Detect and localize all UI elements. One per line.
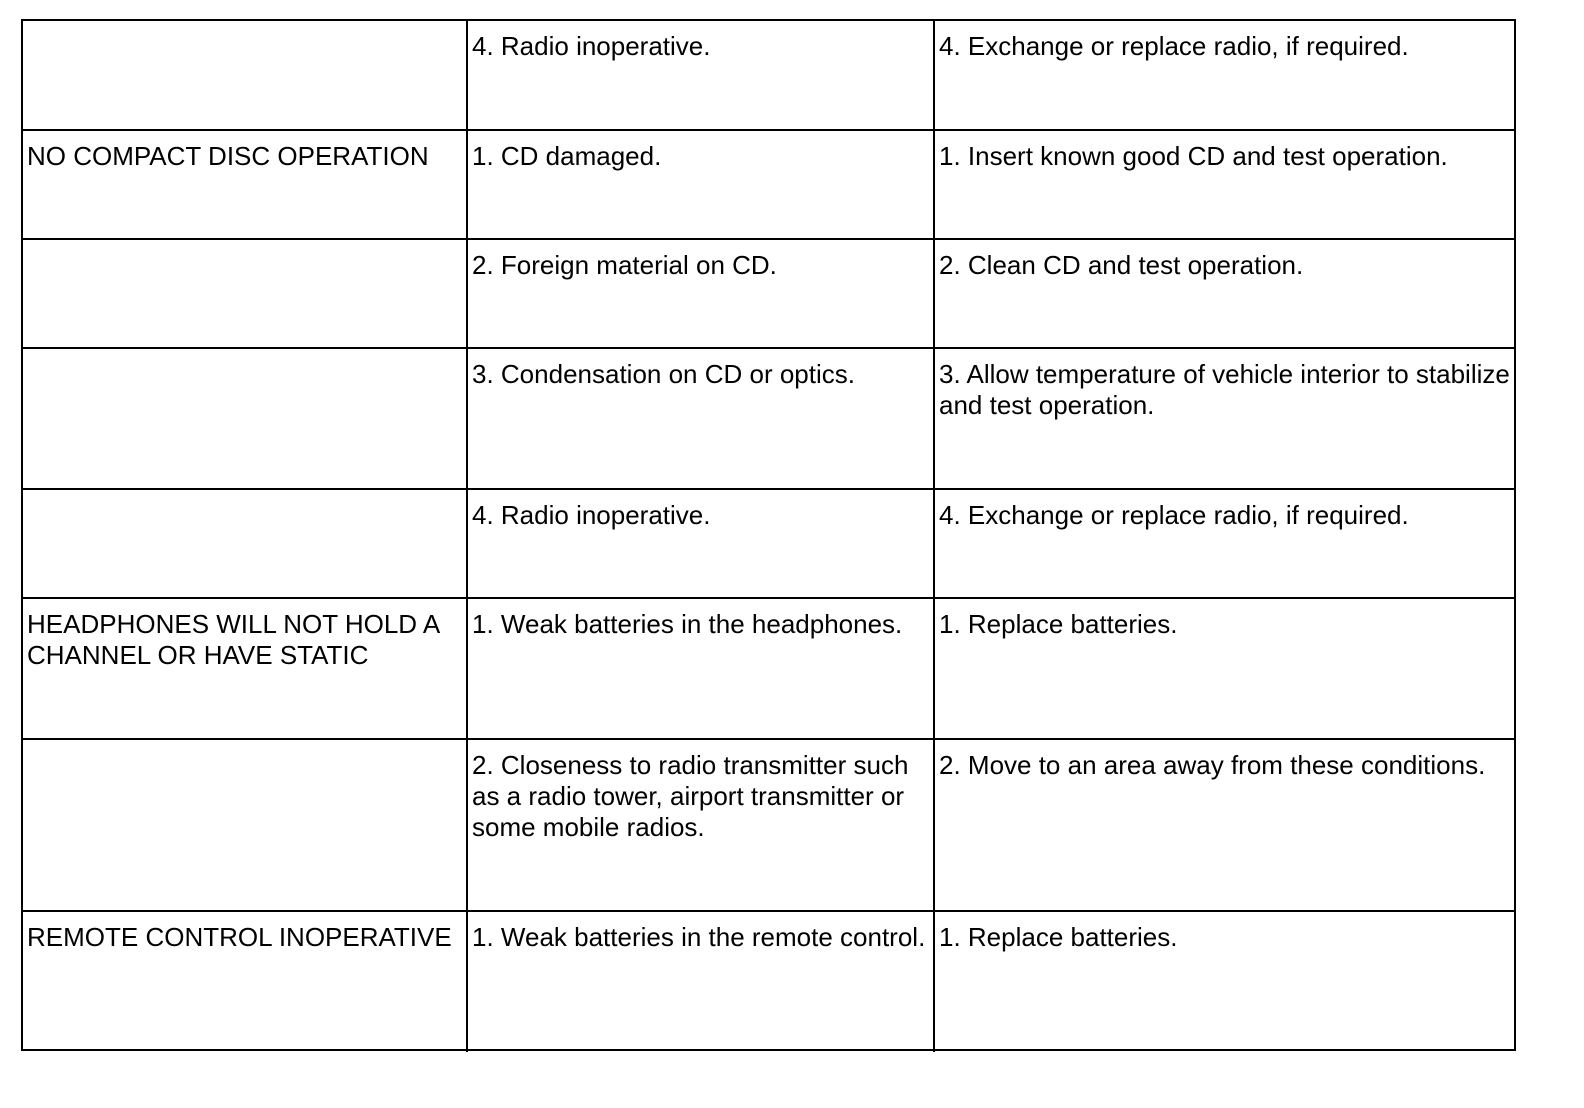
table-row <box>23 911 1514 1052</box>
correction-cell: 1. Replace batteries. <box>934 911 1514 1052</box>
table-row <box>23 739 1514 911</box>
condition-cell <box>23 21 467 130</box>
correction-cell: 1. Insert known good CD and test operation. <box>934 130 1514 239</box>
correction-cell: 2. Clean CD and test operation. <box>934 239 1514 348</box>
condition-cell <box>23 239 467 348</box>
cause-cell: 4. Radio inoperative. <box>467 21 934 130</box>
table-row <box>23 21 1514 130</box>
condition-cell: REMOTE CONTROL INOPERATIVE <box>23 911 467 1052</box>
correction-cell: 4. Exchange or replace radio, if required. <box>934 21 1514 130</box>
table-row <box>23 598 1514 739</box>
table-row <box>23 348 1514 489</box>
cause-cell: 2. Foreign material on CD. <box>467 239 934 348</box>
condition-cell <box>23 739 467 911</box>
condition-cell <box>23 489 467 598</box>
diagnosis-table-frame <box>21 19 1516 1051</box>
cause-cell: 3. Condensation on CD or optics. <box>467 348 934 489</box>
diagnosis-table <box>23 21 1514 1052</box>
correction-cell: 4. Exchange or replace radio, if required. <box>934 489 1514 598</box>
cause-cell: 1. Weak batteries in the headphones. <box>467 598 934 739</box>
condition-cell: HEADPHONES WILL NOT HOLD A CHANNEL OR HAVE STATIC <box>23 598 467 739</box>
correction-cell: 1. Replace batteries. <box>934 598 1514 739</box>
cause-cell: 1. Weak batteries in the remote control. <box>467 911 934 1052</box>
cause-cell: 4. Radio inoperative. <box>467 489 934 598</box>
table-row <box>23 489 1514 598</box>
table-row <box>23 130 1514 239</box>
table-row <box>23 239 1514 348</box>
cause-cell: 1. CD damaged. <box>467 130 934 239</box>
cause-cell: 2. Closeness to radio transmitter such as a radio tower, airport transmitter or some mobile radios. <box>467 739 934 911</box>
condition-cell <box>23 348 467 489</box>
correction-cell: 3. Allow temperature of vehicle interior to stabilize and test operation. <box>934 348 1514 489</box>
condition-cell: NO COMPACT DISC OPERATION <box>23 130 467 239</box>
correction-cell: 2. Move to an area away from these conditions. <box>934 739 1514 911</box>
